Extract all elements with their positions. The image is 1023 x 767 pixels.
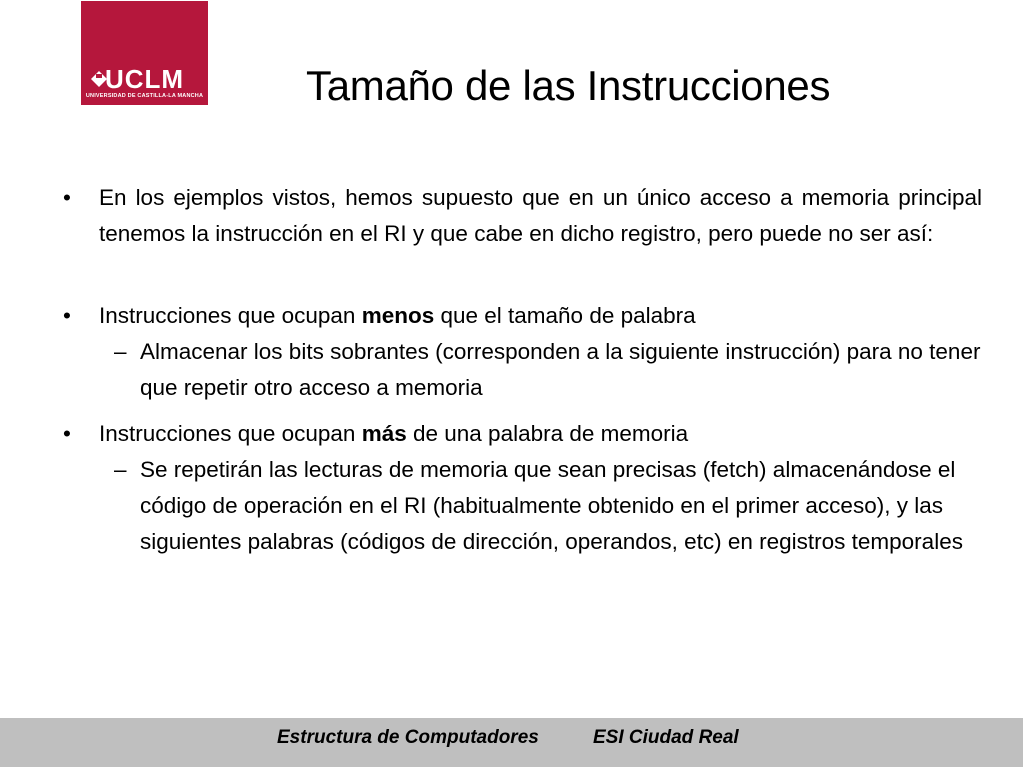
slide-content (60, 180, 982, 560)
bullet-text: En los ejemplos vistos, hemos supuesto que en un único acceso a memoria principal tenemos la instrucción en el RI y que cabe en dicho registro, pero puede no ser así: (99, 185, 982, 246)
bullet-bold-text: menos (361, 303, 435, 328)
logo-text: UCLM (104, 64, 185, 94)
bullet-text: Instrucciones que ocupan (99, 421, 362, 446)
bullet-item (60, 416, 982, 452)
sub-bullet-text: Almacenar los bits sobrantes (corresponden a la siguiente instrucción) para no tener que repetir otro acceso a memoria (140, 339, 981, 400)
bullet-marker: • (63, 421, 71, 446)
logo-subtitle: UNIVERSIDAD DE CASTILLA-LA MANCHA (85, 93, 204, 99)
sub-bullet-text: Se repetirán las lecturas de memoria que sean precisas (fetch) almacenándose el código de operación en el RI (habitualmente obtenido en el primer acceso), y las siguientes palabras (códigos de dirección, operandos, etc) en registros temporales (140, 457, 963, 554)
bullet-item (60, 298, 982, 334)
footer-bar (0, 718, 1023, 767)
bullet-text: que el tamaño de palabra (434, 303, 696, 328)
sub-bullet-item (60, 334, 982, 406)
footer-course-name: Estructura de Computadores (277, 727, 539, 748)
bullet-text: Instrucciones que ocupan (99, 303, 362, 328)
bullet-marker: • (63, 185, 71, 210)
uclm-logo (81, 1, 208, 105)
sub-bullet-item (60, 452, 982, 560)
sub-bullet-marker: – (114, 339, 127, 364)
sub-bullet-marker: – (114, 457, 127, 482)
slide-title: Tamaño de las Instrucciones (306, 62, 831, 109)
footer-school-name: ESI Ciudad Real (593, 727, 739, 748)
bullet-marker: • (63, 303, 71, 328)
bullet-bold-text: más (361, 421, 407, 446)
bullet-item (60, 180, 982, 252)
bullet-text: de una palabra de memoria (406, 421, 689, 446)
